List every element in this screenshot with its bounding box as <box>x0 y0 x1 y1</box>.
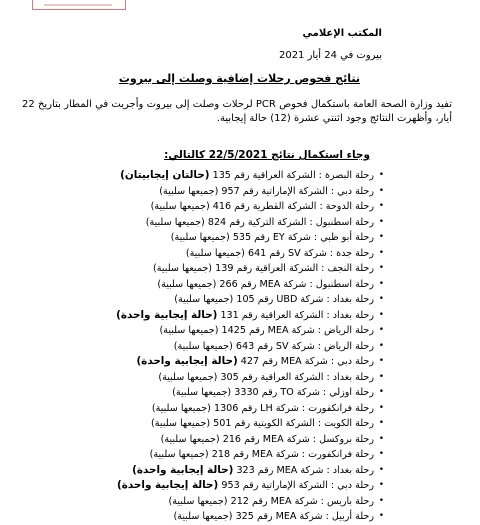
flight-label: رحلة بغداد : الشركة العراقية رقم 131 <box>220 309 374 321</box>
negative-result: (جميعها سلبية) <box>150 201 210 212</box>
list-item <box>54 339 384 355</box>
positive-result: (حالة إيجابية واحدة) <box>136 355 238 367</box>
list-item <box>54 246 384 262</box>
negative-result: (جميعها سلبية) <box>159 325 219 336</box>
list-item <box>54 261 384 277</box>
negative-result: (جميعها سلبية) <box>170 232 230 243</box>
intro-paragraph: تفيد وزارة الصحة العامة باستكمال فحوص PCR لرحلات وصلت إلى بيروت وأجريت في المطار بتاريخ 22 أيار، وأظهرت النتائج وجود اثنتي عشرة (12) حالة إيجابية. <box>22 99 452 124</box>
flight-label: رحلة الرياض : شركة MEA رقم 1425 <box>221 325 374 336</box>
list-item <box>54 292 384 308</box>
flight-results-list <box>54 168 384 525</box>
results-subheading: وجاء استكمال نتائج 22/5/2021 كالتالي: <box>164 149 370 161</box>
negative-result: (جميعها سلبية) <box>149 449 209 460</box>
flight-label: رحلة بروكسل : شركة MEA رقم 216 <box>222 433 374 445</box>
flight-label: رحلة دبي : الشركة الإماراتية رقم 957 <box>221 185 374 197</box>
negative-result: (جميعها سلبية) <box>172 387 232 398</box>
flight-label: رحلة فرانكفورت : شركة MEA رقم 218 <box>211 449 374 460</box>
negative-result: (جميعها سلبية) <box>173 511 233 522</box>
flight-label: رحلة فرانكفورت : شركة LH رقم 1306 <box>213 402 374 414</box>
list-item <box>54 230 384 246</box>
negative-result: (جميعها سلبية) <box>151 418 211 429</box>
negative-result: (جميعها سلبية) <box>145 216 205 228</box>
positive-result: (حالة إيجابية واحدة) <box>132 463 234 476</box>
list-item <box>54 463 384 479</box>
flight-label: رحلة الكويت : الشركة الكويتية رقم 501 <box>213 418 374 429</box>
negative-result: (جميعها سلبية) <box>157 278 217 290</box>
flight-label: رحلة دبي : الشركة الإماراتية رقم 953 <box>221 480 374 491</box>
list-item <box>54 401 384 417</box>
flight-label: رحلة اسطنبول : الشركة التركية رقم 824 <box>207 216 374 228</box>
negative-result: (جميعها سلبية) <box>159 185 219 197</box>
list-item <box>54 494 384 510</box>
flight-label: رحلة دبي : شركة MEA رقم 427 <box>240 356 374 367</box>
flight-label: رحلة جدة : شركة SV رقم 641 <box>247 247 374 259</box>
flight-label: رحلة الدوحة : الشركة القطرية رقم 416 <box>212 201 374 212</box>
flight-label: رحلة اسطنبول : شركة MEA رقم 266 <box>219 278 374 290</box>
negative-result: (جميعها سلبية) <box>151 402 211 414</box>
list-item <box>54 184 384 200</box>
flight-label: رحلة باريس : شركة MEA رقم 212 <box>230 495 374 507</box>
office-heading: المكتب الإعلامي <box>302 28 382 39</box>
flight-label: رحلة أبو ظبي : شركة EY رقم 535 <box>232 232 374 243</box>
negative-result: (جميعها سلبية) <box>160 433 220 445</box>
negative-result: (جميعها سلبية) <box>168 495 228 507</box>
flight-label: رحلة أربيل : شركة MEA رقم 325 <box>235 511 374 522</box>
list-item <box>54 323 384 339</box>
negative-result: (جميعها سلبية) <box>185 247 245 259</box>
flight-label: رحلة بغداد : الشركة العراقية رقم 305 <box>220 371 374 383</box>
negative-result: (جميعها سلبية) <box>173 340 233 352</box>
flight-label: رحلة الرياض : شركة SV رقم 643 <box>235 340 374 352</box>
list-item <box>54 385 384 401</box>
list-item <box>54 277 384 293</box>
negative-result: (جميعها سلبية) <box>174 294 234 305</box>
list-item <box>54 215 384 231</box>
list-item <box>54 308 384 324</box>
release-date: بيروت في 24 أيار 2021 <box>278 50 382 61</box>
negative-result: (جميعها سلبية) <box>158 371 218 383</box>
list-item <box>54 199 384 215</box>
list-item <box>54 354 384 370</box>
list-item <box>54 447 384 463</box>
negative-result: (جميعها سلبية) <box>153 263 213 274</box>
flight-label: رحلة النجف : الشركة العراقية رقم 139 <box>215 263 374 274</box>
list-item <box>54 168 384 184</box>
positive-result: (حالتان إيجابيتان) <box>120 169 210 181</box>
letterhead-stamp-line <box>44 4 112 6</box>
flight-label: رحلة اوزلي : شركة TO رقم 3330 <box>234 387 374 398</box>
list-item <box>54 370 384 386</box>
flight-label: رحلة بغداد : شركة MEA رقم 323 <box>236 464 374 476</box>
positive-result: (حالة إيجابية واحدة) <box>117 479 219 491</box>
list-item <box>54 509 384 525</box>
flight-label: رحلة بغداد : شركة UBD رقم 105 <box>236 294 374 305</box>
list-item <box>54 416 384 432</box>
flight-label: رحلة البصرة : الشركة العراقية رقم 135 <box>212 170 374 181</box>
positive-result: (حالة إيجابية واحدة) <box>116 308 218 321</box>
list-item <box>54 478 384 494</box>
document-title: نتائج فحوص رحلات إضافية وصلت إلى بيروت <box>118 72 360 85</box>
list-item <box>54 432 384 448</box>
